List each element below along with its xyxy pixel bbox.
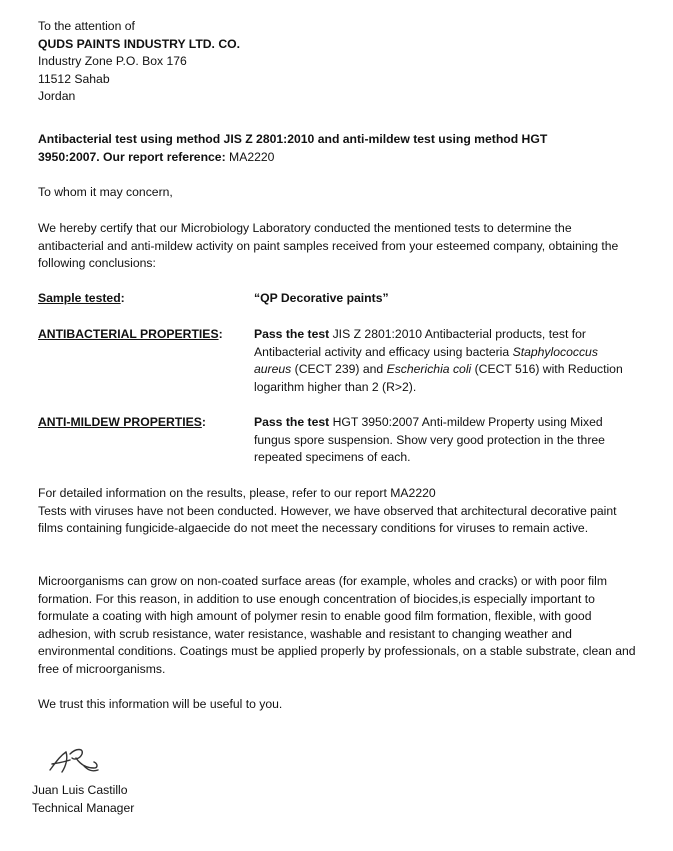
subject-line-1: Antibacterial test using method JIS Z 2801:2010 and anti-mildew test using method HGT: [38, 132, 548, 146]
subject-line-2-text: 3950:2007. Our report reference:: [38, 149, 226, 164]
antimildew-pass: Pass the test: [254, 415, 330, 429]
antimildew-label-text: ANTI-MILDEW PROPERTIES: [38, 415, 202, 429]
signatory-name: Juan Luis Castillo: [32, 783, 128, 797]
organism-escherichia: Escherichia coli: [386, 362, 472, 376]
details-line-2: Tests with viruses have not been conducted. However, we have observed that architectural decorative paint films containing fungicide-algaecide do not meet the necessary conditions for viruses to remain active.: [38, 503, 617, 535]
handwritten-signature: [46, 744, 106, 776]
antibacterial-text-1: JIS Z 2801:2010 Antibacterial products, test for Antibacterial activity and efficacy using bacteria: [254, 327, 586, 359]
sample-tested-label-text: Sample tested: [38, 291, 121, 305]
antibacterial-label-text: ANTIBACTERIAL PROPERTIES: [38, 327, 219, 341]
recipient-company: QUDS PAINTS INDUSTRY LTD. CO.: [38, 36, 241, 51]
sample-tested-label: [38, 290, 125, 308]
sample-tested-colon: :: [120, 291, 125, 305]
antimildew-colon: :: [201, 415, 206, 429]
antibacterial-colon: :: [218, 327, 223, 341]
closing-line: We trust this information will be useful to you.: [38, 697, 283, 711]
recipient-address-line-2: 11512 Sahab: [38, 71, 110, 86]
sample-tested-value: “QP Decorative paints”: [254, 291, 389, 305]
advice-paragraph: Microorganisms can grow on non-coated surface areas (for example, wholes and cracks) or with poor film formation. For this reason, in addition to use enough concentration of biocides,is especially important to formulate a coating with high amount of polymer resin to enable good film formation, flexible, with good adhesion, with scrub resistance, water resistance, washable and resistant to changing weather and environmental conditions. Coatings must be applied properly by professionals, on a stable substrate, clean and free of microorganisms.: [38, 574, 636, 676]
signatory-title: Technical Manager: [32, 800, 135, 815]
antibacterial-result: [254, 326, 638, 396]
recipient-block: [38, 18, 240, 106]
antimildew-text-1: HGT 3950:2007 Anti-mildew Property using Mixed fungus spore suspension. Show very good protection in the three repeated specimens of each.: [254, 415, 605, 464]
antimildew-label: [38, 414, 206, 432]
salutation: To whom it may concern,: [38, 185, 173, 199]
antimildew-result: [254, 414, 638, 467]
details-paragraph: [38, 485, 626, 538]
attention-line: To the attention of: [38, 19, 135, 33]
organism-staphylococcus: Staphylococcus aureus: [254, 344, 598, 376]
antibacterial-text-3: (CECT 516) with Reduction logarithm higher than 2 (R>2).: [254, 362, 623, 394]
antibacterial-text-2: (CECT 239) and: [291, 362, 387, 376]
subject-line-2: [38, 149, 638, 167]
details-line-1: For detailed information on the results, please, refer to our report MA2220: [38, 486, 436, 500]
signatory-block: [32, 782, 134, 817]
recipient-country: Jordan: [38, 89, 76, 103]
recipient-address-line-1: Industry Zone P.O. Box 176: [38, 54, 187, 68]
intro-paragraph: We hereby certify that our Microbiology Laboratory conducted the mentioned tests to determine the antibacterial and anti-mildew activity on paint samples received from your esteemed company, obtaining the following conclusions:: [38, 221, 619, 270]
subject: [38, 131, 638, 166]
antibacterial-pass: Pass the test: [254, 327, 330, 341]
antibacterial-label: [38, 326, 223, 344]
report-reference: MA2220: [225, 149, 275, 164]
